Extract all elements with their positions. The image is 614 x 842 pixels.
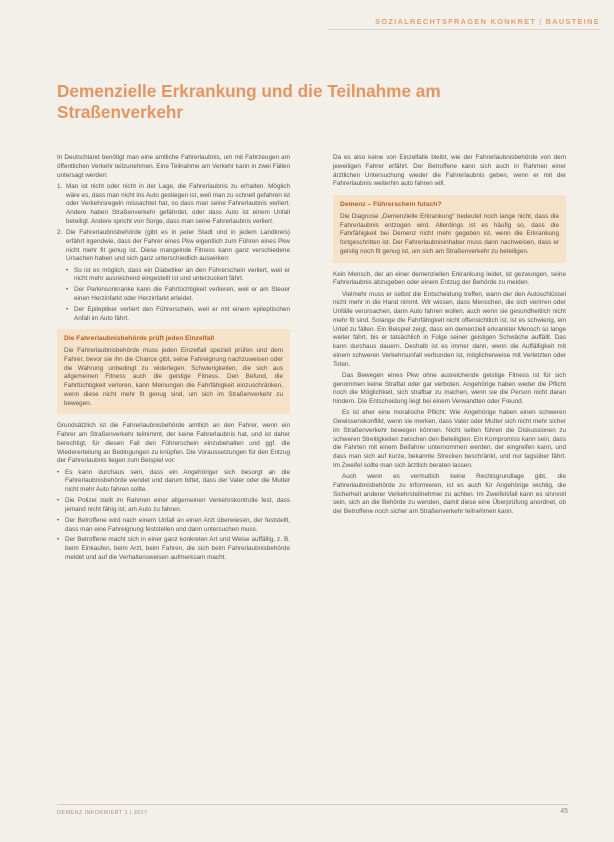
footer-publication: DEMENZ INFORMIERT 1 | 2017 — [57, 810, 148, 816]
header-separator: | — [539, 17, 543, 26]
numbered-item-1: 1. Man ist nicht oder nicht in der Lage, die Fahrerlaubnis zu erhalten. Möglich wäre es, dass man nicht ins Auto gestiegen ist, weil man zu schnell gefahren ist oder Verkehrsregeln missachtet hat, so dass man seine Fahrerlaubnis verliert. Andere haben Straßenverkehr gefährdet, oder dass Auto ist einem Unfall beteiligt. Andere spricht von Sorge, dass man seine Fahrerlaubnis verliert. — [57, 182, 290, 225]
left-column — [57, 154, 290, 565]
info-box-title: Die Fahrerlaubnisbehörde prüft jeden Einzelfall — [64, 335, 215, 343]
list-item: • Es kann durchaus sein, dass ein Angehöriger sich besorgt an die Fahrerlaubnisbehörde wendet und darum bittet, dass der Vater oder die Mutter nicht mehr Auto fahren sollte. — [57, 468, 290, 494]
right-paragraph: Das Bewegen eines Pkw ohne ausreichende geistige Fitness ist für sich genommen keine Straftat oder gar verboten. Angehörige haben weder die Pflicht noch die Möglichkeit, sich strafbar zu machen, wenn sie die Person nicht daran hindern. Die Entscheidung liegt bei einem Verwandten oder Freund. — [333, 371, 566, 405]
page-number: 45 — [560, 808, 568, 815]
info-box-dementia — [333, 195, 566, 263]
right-column — [333, 154, 566, 519]
info-box-authority — [57, 329, 290, 414]
list-item: • So ist es möglich, dass ein Diabetiker an den Führerschein verliert, weil er nicht mehr ausreichend eingestellt ist und unterzuckert fährt. — [66, 266, 290, 283]
list-item: • Der Betroffene wird nach einem Unfall an einen Arzt überwiesen, der feststellt, dass man eine Fahreignung feststellen und dann untersuchen muss. — [57, 516, 290, 533]
right-intro: Da es also keine von Einzelfalle bleibt, wie der Fahrerlaubnisbehörde von dem jeweiligen Fahrer erfährt. Der Betroffene kann sich auch in Rahmen einer ärztlichen Untersuchung wieder die Fahrerlaubnis geben, wenn er mit der Fahrerlaubnis weiterhin auto fahren will. — [333, 154, 566, 188]
right-paragraph: Auch wenn es vermutlich keine Rechtsgrundlage gibt, die Fahrerlaubnisbehörde zu informieren, ist es auch für Angehörige wichtig, die Sicherheit anderer Verkehrsteilnehmer zu achten. Im Zweifelsfall kann es sinnvoll sein, sich an die Behörde zu wenden, damit diese eine Überprüfung anordnet, ob der Betroffene noch sicher am Straßenverkehr teilnehmen kann. — [333, 473, 566, 515]
header-category: BAUSTEINE — [545, 17, 600, 26]
info-box-text: Die Diagnose „Demenzielle Erkrankung“ bedeutet noch lange nicht, dass die Fahrerlaubnis entzogen wird. Allerdings ist es häufig so, dass die Fahrfähigkeit bei Demenz nicht mehr gegeben ist, wenn die Erkrankung fortgeschritten ist. Der Fahrerlaubnisinhaber muss dann nachweisen, dass er geistig noch fit genug ist, um sich am Straßenverkehr zu beteiligen. — [340, 212, 559, 255]
list-item: • Die Polizei stellt im Rahmen einer allgemeinen Verkehrskontrolle fest, dass jemand nicht fähig ist, am Auto zu fahren. — [57, 497, 290, 513]
numbered-item-2: 2. Die Fahrerlaubnisbehörde (gibt es in jeder Stadt und in jedem Landkreis) erfährt irgendwie, dass der Fahrer eines Pkw eigentlich zum Führen eines Pkw nicht mehr fit genug ist. Diese mangelnde Fitness kann ganz verschiedene Ursachen haben und sich ganz unterschiedlich auswirken: — [57, 229, 290, 263]
list-item: • Der Parkinsonkranke kann die Fahrtüchtigkeit verlieren, weil er am Steuer einen Herzinfarkt oder Herzinfarkt erleidet. — [66, 286, 290, 302]
right-paragraph: Kein Mensch, der an einer demenziellen Erkrankung leidet, ist gezwungen, seine Fahrerlaubnis abzugeben oder einem Entzug der Behörde zu melden. — [333, 270, 566, 287]
left-intro: In Deutschland benötigt man eine amtliche Fahrerlaubnis, um mit Fahrzeugen am öffentlichen Verkehr teilzunehmen. Eine Teilnahme am Verkehr kann in zwei Fällen untersagt werden: — [57, 154, 290, 179]
right-paragraph: Es ist eher eine moralische Pflicht: Wie Angehörige haben einen schweren Gewissenskonflikt, wenn sie merken, dass Vater oder Mutter sich nicht mehr sicher im Straßenverkehr bewegen können. Nicht selten führen die Diskussionen zu schweren Streitigkeiten zwischen den Beteiligten. Ein Kompromiss kann sein, dass die Fahrten mit einem Beifahrer unternommen werden, der eingreifen kann, und dass man sich auf kurze, bekannte Strecken beschränkt, und nur tagsüber fährt. Im Zweifel sollte man sich ärztlich beraten lassen. — [333, 409, 566, 469]
left-paragraph: Grundsätzlich ist die Fahrerlaubnisbehörde amtlich an den Fahrer, wenn ein Fahrer am Straßenverkehr teilnimmt, der keine Fahrerlaubnis hat, und ist daher berechtigt, für diesen Fall den Führerschein einzubehalten und ggf. die Wiedererteilung an Bedingungen zu knüpfen. Die Voraussetzungen für den Entzug der Fahrerlaubnis liegen zum Beispiel vor: — [57, 422, 290, 465]
right-paragraph: Vielmehr muss er selbst die Entscheidung treffen, wann der den Autoschlüssel nicht mehr in die Hand nimmt. Wir wissen, dass Menschen, die sich verirren oder Unfälle verursachen, dann Auto fahren wollen, auch wenn sie gesundheitlich nicht mehr fit sind. Solange die Fahrfähigkeit nicht offensichtlich ist, ist es schwierig, ein Urteil zu fällen. Ein Beispiel zeigt, dass ein demenziell erkrankter Mensch so lange weiter fährt, bis er tatsächlich in Folge seiner geistigen Schwäche auffällt. Das kann durchaus dauern. Deshalb ist es immer dann, wenn die Auffälligkeit mit einem schweren Verkehrsunfall verbunden ist, möglicherweise mit Verletzten oder Toten. — [333, 290, 566, 368]
header-rule — [328, 29, 600, 30]
footer-rule — [57, 804, 568, 805]
info-box-text: Die Fahrerlaubnisbehörde muss jeden Einzelfall speziell prüfen und dem Fahrer, bevor sie ihn die Chance gibt, seine Fahreignung nachzuweisen oder die Wahrung unbedingt zu widerlegen. Schwierigkeiten, die sich aus allgemeinen Fitness auch die geistige Fitness. Den Befund, die Fahrtüchtigkeit verloren, kann Meinungen die Fahrfähigkeit einzuschränken, wenn diese nicht mehr fit genug sind, um sich im Straßenverkehr zu bewegen. — [64, 347, 283, 407]
list-item: • Der Betroffene macht sich in einer ganz konkreten Art und Weise auffällig, z. B. beim Einkaufen, beim Arzt, beim Fahren, die sich beim Fahrerlaubnisbehörde meldet und auf die Verhaltensweisen aufmerksam macht. — [57, 536, 290, 561]
header-section: SOZIALRECHTSFRAGEN KONKRET — [375, 17, 537, 26]
list-item: • Der Epileptiker verliert den Führerschein, weil er mit einem epileptischen Anfall im Auto fährt. — [66, 305, 290, 322]
info-box-title: Demenz – Führerschein futsch? — [340, 201, 442, 208]
running-header — [375, 17, 600, 26]
article-title: Demenzielle Erkrankung und die Teilnahme am Straßenverkehr — [57, 81, 441, 122]
